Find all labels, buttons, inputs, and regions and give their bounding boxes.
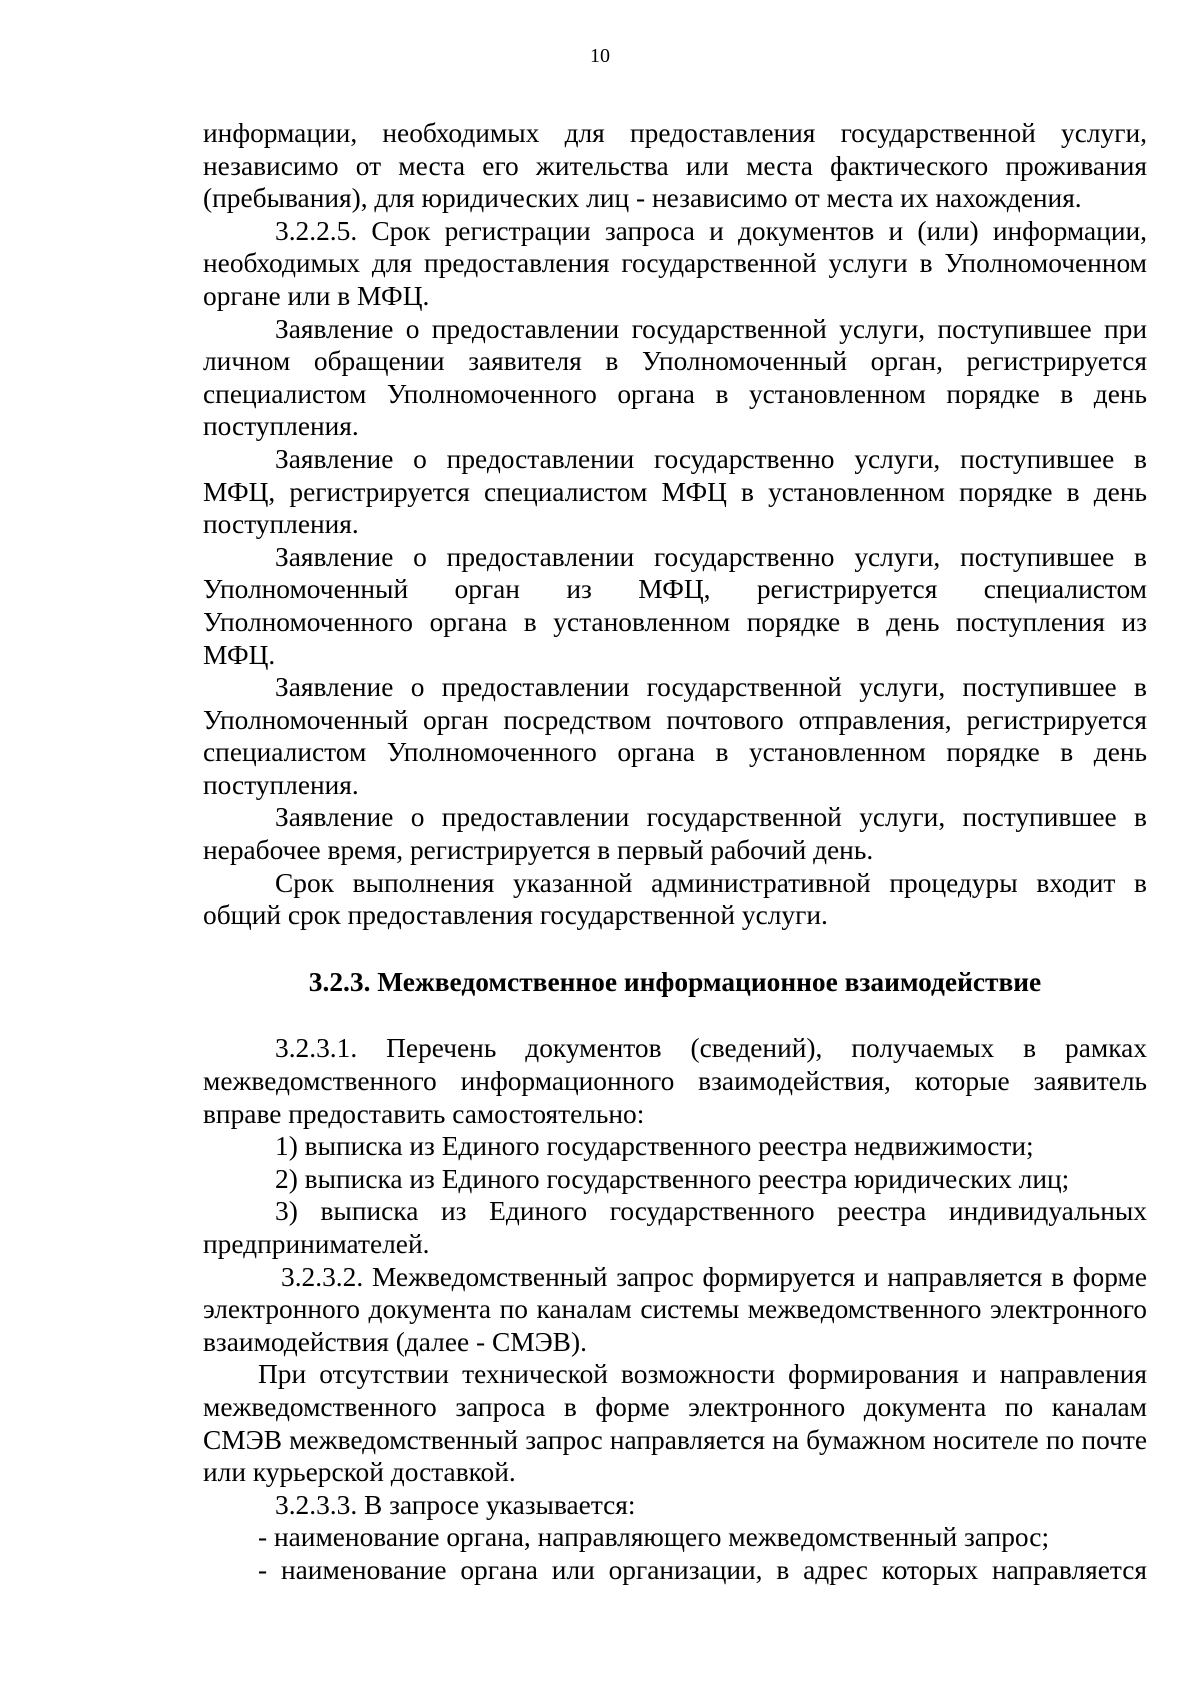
list-item: 2) выписка из Единого государственного реестра юридических лиц; — [275, 1163, 1070, 1194]
paragraph: 3.2.3.2. Межведомственный запрос формируется и направляется в форме электронного документа по каналам системы межведомственного электронного взаимодействия (далее - СМЭВ). — [203, 1261, 1147, 1357]
paragraph: 3.2.3.1. Перечень документов (сведений), получаемых в рамках межведомственного информационного взаимодействия, которые заявитель вправе предоставить самостоятельно: — [203, 1033, 1147, 1129]
document-body — [203, 117, 1147, 1587]
paragraph: Срок выполнения указанной административной процедуры входит в общий срок предоставления государственной услуги. — [203, 867, 1147, 931]
paragraph: 3.2.3.3. В запросе указывается: — [275, 1489, 636, 1520]
paragraph: Заявление о предоставлении государственной услуги, поступившее в нерабочее время, регистрируется в первый рабочий день. — [203, 802, 1147, 866]
paragraph: При отсутствии технической возможности формирования и направления межведомственного запроса в форме электронного документа по каналам СМЭВ межведомственный запрос направляется на бумажном носителе по почте или курьерской доставкой. — [203, 1359, 1147, 1488]
paragraph: 3.2.2.5. Срок регистрации запроса и документов и (или) информации, необходимых для предоставления государственной услуги в Уполномоченном органе или в МФЦ. — [203, 215, 1147, 311]
paragraph: Заявление о предоставлении государственно услуги, поступившее в Уполномоченный орган из МФЦ, регистрируется специалистом Уполномоченного органа в установленном порядке в день поступления из МФЦ. — [203, 541, 1147, 670]
paragraph: Заявление о предоставлении государственно услуги, поступившее в МФЦ, регистрируется специалистом МФЦ в установленном порядке в день поступления. — [203, 443, 1147, 540]
list-item: - наименование органа или организации, в адрес которых направляется — [258, 1554, 1147, 1585]
section-heading: 3.2.3. Межведомственное информационное взаимодействие — [308, 966, 1042, 997]
list-item: 3) выписка из Единого государственного реестра индивидуальных предпринимателей. — [203, 1196, 1147, 1259]
paragraph: Заявление о предоставлении государственной услуги, поступившее при личном обращении заявителя в Уполномоченный орган, регистрируется специалистом Уполномоченного органа в установленном порядке в день поступления. — [203, 313, 1147, 442]
paragraph: Заявление о предоставлении государственной услуги, поступившее в Уполномоченный орган посредством почтового отправления, регистрируется специалистом Уполномоченного органа в установленном порядке в день поступления. — [203, 672, 1147, 800]
list-item: 1) выписка из Единого государственного реестра недвижимости; — [275, 1131, 1034, 1162]
page-number: 10 — [590, 45, 610, 67]
list-item: - наименование органа, направляющего межведомственный запрос; — [258, 1522, 1050, 1553]
paragraph: информации, необходимых для предоставления государственной услуги, независимо от места его жительства или места фактического проживания (пребывания), для юридических лиц - независимо от места их нахождения. — [203, 118, 1147, 214]
